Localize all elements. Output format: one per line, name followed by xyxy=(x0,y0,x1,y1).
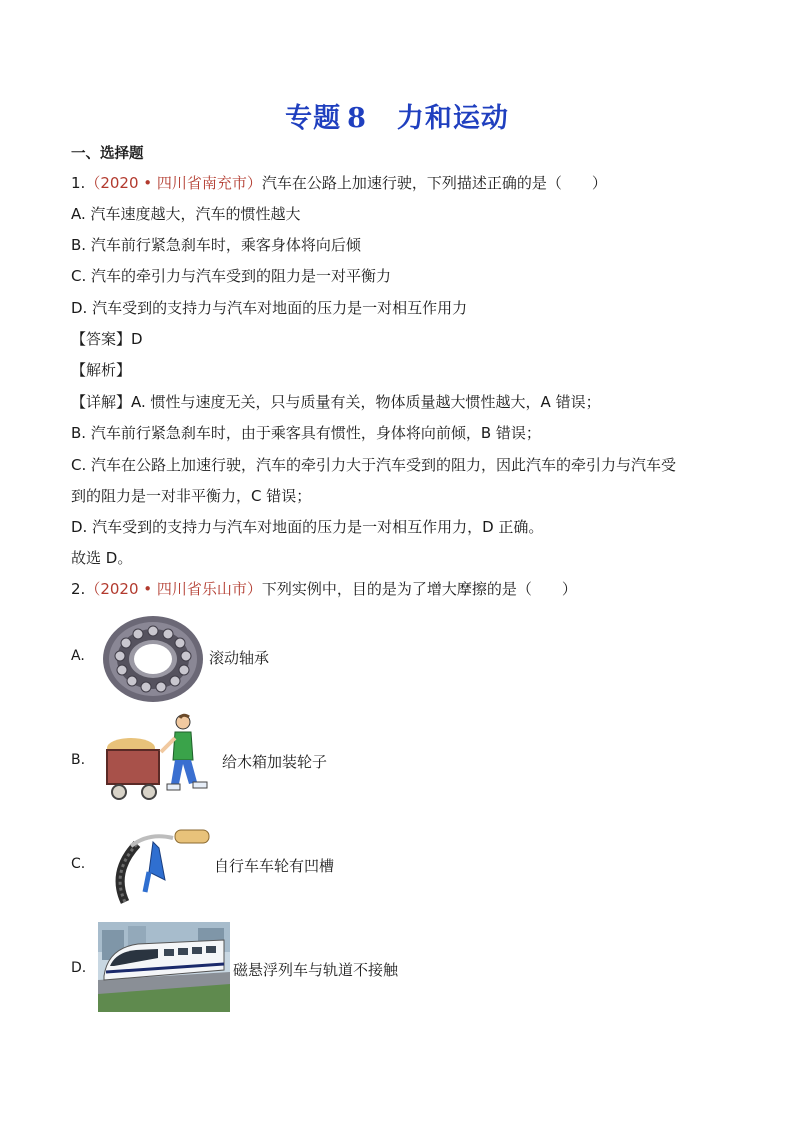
question-source: （2020 • 四川省南充市） xyxy=(85,174,262,192)
choice-c-label: C. xyxy=(71,856,86,872)
choice-a-label: A. xyxy=(71,648,85,664)
title-prefix: 专题 xyxy=(285,103,342,134)
question-2-stem xyxy=(71,579,577,599)
person-pushing-cart-icon xyxy=(101,712,219,802)
section-heading: 一、选择题 xyxy=(71,146,144,162)
choice-d-text: 磁悬浮列车与轨道不接触 xyxy=(233,961,399,979)
choice-a-text: 滚动轴承 xyxy=(209,649,270,667)
detail-line-4: 到的阻力是一对非平衡力，C 错误； xyxy=(71,487,312,505)
bicycle-handlebar-icon xyxy=(101,822,211,906)
question-source: （2020 • 四川省乐山市） xyxy=(85,580,262,598)
page-title xyxy=(0,96,794,135)
answer-value: D xyxy=(131,330,143,348)
question-number: 1. xyxy=(71,174,86,192)
choice-b-label: B. xyxy=(71,752,86,768)
title-name: 力和运动 xyxy=(396,103,509,134)
choice-d-label: D. xyxy=(71,960,87,976)
detail-text: A. 惯性与速度无关，只与质量有关，物体质量越大惯性越大，A 错误； xyxy=(131,393,601,411)
choice-c-text: 自行车车轮有凹槽 xyxy=(214,857,335,875)
detail-line-1 xyxy=(71,392,601,412)
ball-bearing-icon xyxy=(101,614,205,704)
analysis-tag: 【解析】 xyxy=(71,361,132,379)
answer-tag: 【答案】 xyxy=(71,330,132,348)
conclusion-line: 故选 D。 xyxy=(71,549,133,567)
option-d: D. 汽车受到的支持力与汽车对地面的压力是一对相互作用力 xyxy=(71,299,468,317)
question-number: 2. xyxy=(71,580,86,598)
choice-b-text: 给木箱加装轮子 xyxy=(222,753,328,771)
maglev-train-icon xyxy=(98,922,230,1012)
question-text: 汽车在公路上加速行驶，下列描述正确的是（ ） xyxy=(261,174,607,192)
option-b: B. 汽车前行紧急刹车时，乘客身体将向后倾 xyxy=(71,236,361,254)
option-c: C. 汽车的牵引力与汽车受到的阻力是一对平衡力 xyxy=(71,267,392,285)
title-number: 8 xyxy=(347,103,367,134)
question-text: 下列实例中，目的是为了增大摩擦的是（ ） xyxy=(261,580,577,598)
question-1-stem xyxy=(71,173,607,193)
detail-tag: 【详解】 xyxy=(71,393,132,411)
option-a: A. 汽车速度越大，汽车的惯性越大 xyxy=(71,205,301,223)
detail-line-3: C. 汽车在公路上加速行驶，汽车的牵引力大于汽车受到的阻力，因此汽车的牵引力与汽车受 xyxy=(71,456,677,474)
detail-line-5: D. 汽车受到的支持力与汽车对地面的压力是一对相互作用力，D 正确。 xyxy=(71,518,544,536)
answer-line xyxy=(71,329,143,349)
detail-line-2: B. 汽车前行紧急刹车时，由于乘客具有惯性，身体将向前倾，B 错误； xyxy=(71,424,541,442)
